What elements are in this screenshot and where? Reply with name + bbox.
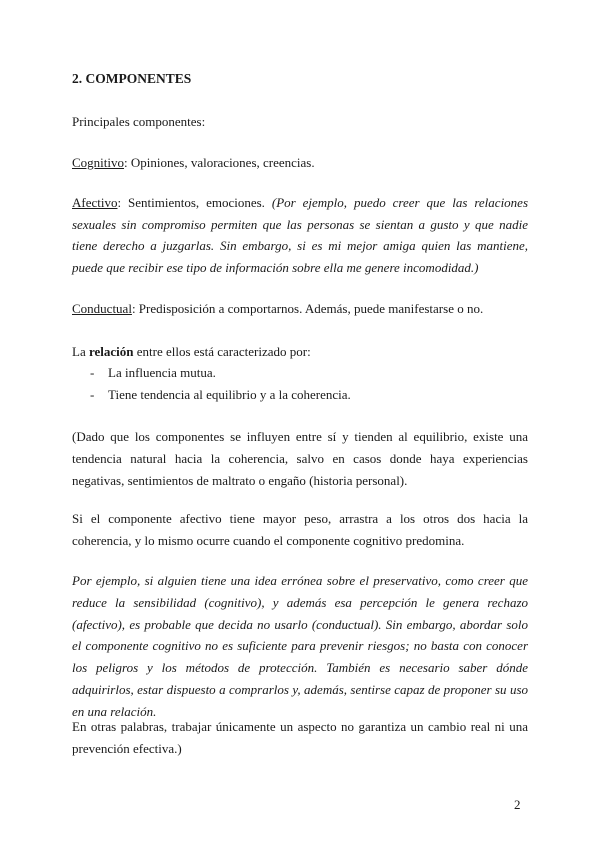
relacion-list	[90, 362, 510, 406]
list-item	[90, 362, 510, 384]
conductual-line	[72, 301, 528, 317]
afectivo-example: (Por ejemplo, puedo creer que las relaciones sexuales sin compromiso permiten que las personas se sientan a gusto y que nadie tiene derecho a juzgarlas. Sin embargo, si es mi mejor amiga quien las mantiene, puede que recibir ese tipo de información sobre ella me genere incomodidad.)	[72, 195, 529, 275]
afectivo-paragraph	[72, 192, 528, 278]
relacion-suffix: entre ellos está caracterizado por:	[133, 344, 311, 359]
page-number: 2	[514, 797, 521, 812]
cognitivo-term: Cognitivo	[72, 155, 125, 170]
paragraph-dado-que: (Dado que los componentes se influyen entre sí y tienden al equilibrio, existe una tendencia natural hacia la coherencia, salvo en casos donde haya experiencias negativas, sentimientos de maltrato o engaño (historia personal).	[72, 429, 528, 488]
afectivo-term: Afectivo	[72, 195, 118, 210]
section-heading: 2. COMPONENTES	[72, 71, 192, 86]
paragraph-otras-palabras: En otras palabras, trabajar únicamente un aspecto no garantiza un cambio real ni una prevención efectiva.)	[72, 719, 528, 756]
list-dash: -	[90, 365, 95, 380]
paragraph-afectivo-peso: Si el componente afectivo tiene mayor peso, arrastra a los otros dos hacia la coherencia, y lo mismo ocurre cuando el componente cognitivo predomina.	[72, 511, 528, 548]
intro-line: Principales componentes:	[72, 114, 206, 129]
afectivo-text: : Sentimientos, emociones.	[117, 195, 272, 210]
paragraph-ejemplo-preservativo: Por ejemplo, si alguien tiene una idea errónea sobre el preservativo, como creer que reduce la sensibilidad (cognitivo), y además esa percepción le genera rechazo (afectivo), es probable que decida no usarlo (conductual). Sin embargo, abordar solo el componente cognitivo no es suficiente para prevenir riesgos; no basta con conocer los peligros y los métodos de protección. También es necesario saber dónde adquirirlos, estar dispuesto a comprarlos y, además, sentirse capaz de proponer su uso en una relación.	[72, 573, 528, 719]
list-item-text: Tiene tendencia al equilibrio y a la coherencia.	[108, 386, 351, 402]
cognitivo-line	[72, 155, 528, 171]
conductual-text: : Predisposición a comportarnos. Además, puede manifestarse o no.	[131, 301, 484, 316]
relacion-bold: relación	[88, 344, 134, 359]
list-dash: -	[90, 386, 95, 402]
list-item	[90, 384, 510, 406]
cognitivo-text: : Opiniones, valoraciones, creencias.	[124, 155, 315, 170]
relacion-line	[72, 344, 528, 360]
list-item-text: La influencia mutua.	[108, 365, 216, 380]
relacion-prefix: La	[72, 344, 89, 359]
conductual-term: Conductual	[72, 301, 132, 316]
